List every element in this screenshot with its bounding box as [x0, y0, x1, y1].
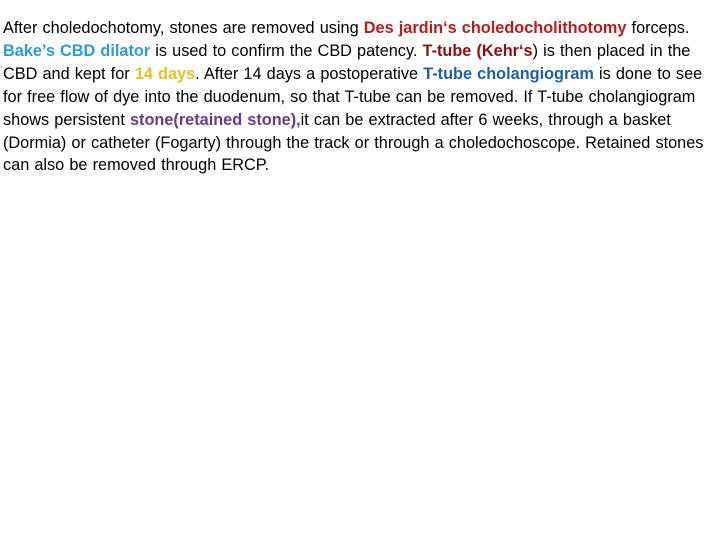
- highlight-des-jardin-forceps: Des jardin‘s choledocholithotomy: [363, 19, 627, 37]
- highlight-t-tube-kehr: T-tube (Kehr‘s: [422, 41, 533, 60]
- highlight-14-days: 14 days: [134, 64, 196, 83]
- body-paragraph: [3, 17, 715, 177]
- highlight-bakes-dilator: Bake’s CBD dilator: [3, 41, 151, 60]
- text-forceps: forceps.: [626, 19, 690, 37]
- text-postoperative: . After 14 days a postoperative: [195, 64, 424, 83]
- highlight-retained-stone: stone(retained stone),: [129, 110, 301, 129]
- text-placed-in-cbd: ) is then placed in the CBD and kept for: [3, 41, 691, 83]
- text-free-flow: is done to see for free flow of dye into the duodenum, so that T-tube can be removed. If T-tube cholangiogram shows persistent: [3, 64, 703, 129]
- text-cbd-patency: is used to confirm the CBD patency.: [150, 41, 423, 60]
- text-extraction: it can be extracted after 6 weeks, through a basket (Dormia) or catheter (Fogarty) through the track or through a choledochoscope. Retained stones can also be removed through ERCP.: [3, 110, 704, 175]
- highlight-t-tube-cholangiogram: T-tube cholangiogram: [423, 64, 594, 83]
- text-intro: After choledochotomy, stones are removed using: [3, 19, 364, 37]
